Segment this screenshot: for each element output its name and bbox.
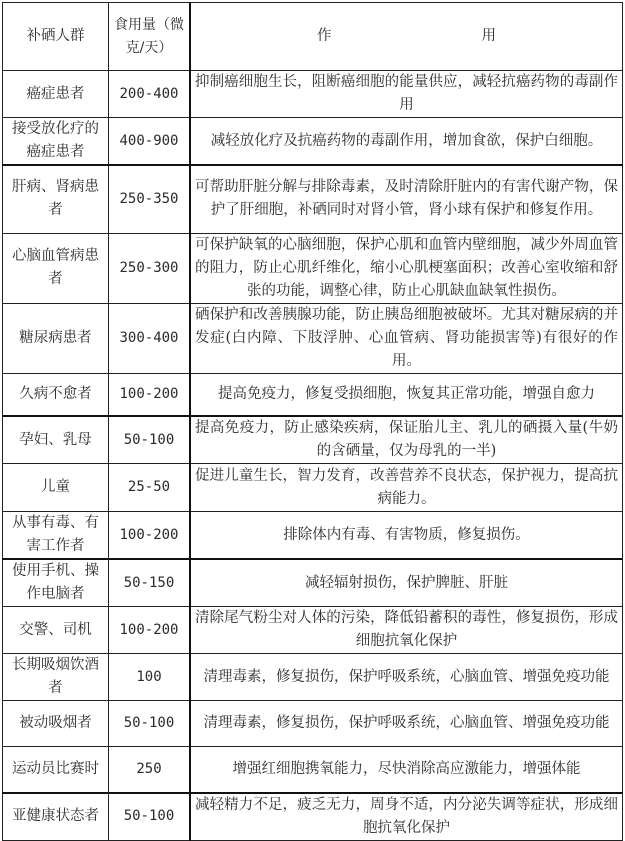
cell-group: 亚健康状态者 <box>3 793 109 841</box>
selenium-supplement-table <box>2 2 623 841</box>
cell-dosage: 250-350 <box>109 165 191 233</box>
cell-group: 运动员比赛时 <box>3 747 109 793</box>
table-row <box>3 559 623 607</box>
cell-effect: 可保护缺氧的心脑细胞，保护心肌和血管内壁细胞，减少外周血管的阻力，防止心肌纤维化，缩小心肌梗塞面积；改善心室收缩和舒张的功能，调整心律，防止心肌缺血缺氧性损伤。 <box>190 233 623 303</box>
table-row <box>3 303 623 373</box>
cell-dosage: 100-200 <box>109 373 191 416</box>
cell-effect: 减轻精力不足，疲乏无力，周身不适，内分泌失调等症状，形成细胞抗氧化保护 <box>190 793 623 841</box>
table-row <box>3 464 623 512</box>
cell-group: 接受放化疗的癌症患者 <box>3 118 109 166</box>
table-row <box>3 747 623 793</box>
cell-group: 久病不愈者 <box>3 373 109 416</box>
table-row <box>3 701 623 747</box>
header-group: 补硒人群 <box>3 3 109 71</box>
table-row <box>3 165 623 233</box>
cell-effect: 抑制癌细胞生长，阻断癌细胞的能量供应，减轻抗癌药物的毒副作用 <box>190 71 623 118</box>
cell-effect: 促进儿童生长，智力发育，改善营养不良状态，保护视力，提高抗病能力。 <box>190 464 623 512</box>
header-effect <box>190 3 623 71</box>
cell-dosage: 100-200 <box>109 607 191 654</box>
table-row <box>3 654 623 701</box>
cell-group: 孕妇、乳母 <box>3 416 109 464</box>
cell-dosage: 25-50 <box>109 464 191 512</box>
cell-effect: 清理毒素，修复损伤，保护呼吸系统，心脑血管、增强免疫功能 <box>190 654 623 701</box>
cell-dosage: 300-400 <box>109 303 191 373</box>
cell-effect: 清除尾气粉尘对人体的污染，降低铅蓄积的毒性，修复损伤，形成细胞抗氧化保护 <box>190 607 623 654</box>
cell-effect: 清理毒素，修复损伤，保护呼吸系统，心脑血管、增强免疫功能 <box>190 701 623 747</box>
cell-dosage: 50-100 <box>109 793 191 841</box>
table-row <box>3 607 623 654</box>
table-row <box>3 373 623 416</box>
table-row <box>3 512 623 560</box>
cell-effect: 可帮助肝脏分解与排除毒素，及时清除肝脏内的有害代谢产物，保护了肝细胞，补硒同时对肾小管，肾小球有保护和修复作用。 <box>190 165 623 233</box>
cell-effect: 提高免疫力，修复受损细胞，恢复其正常功能，增强自愈力 <box>190 373 623 416</box>
cell-group: 儿童 <box>3 464 109 512</box>
table-row <box>3 233 623 303</box>
cell-dosage: 400-900 <box>109 118 191 166</box>
cell-effect: 排除体内有毒、有害物质，修复损伤。 <box>190 512 623 560</box>
cell-group: 心脑血管病患者 <box>3 233 109 303</box>
cell-effect: 增强红细胞携氧能力，尽快消除高应激能力，增强体能 <box>190 747 623 793</box>
cell-dosage: 100-200 <box>109 512 191 560</box>
table-row <box>3 71 623 118</box>
table-row <box>3 118 623 166</box>
cell-group: 交警、司机 <box>3 607 109 654</box>
cell-dosage: 250 <box>109 747 191 793</box>
cell-group: 长期吸烟饮酒者 <box>3 654 109 701</box>
cell-dosage: 50-100 <box>109 701 191 747</box>
cell-dosage: 200-400 <box>109 71 191 118</box>
cell-dosage: 250-300 <box>109 233 191 303</box>
cell-group: 癌症患者 <box>3 71 109 118</box>
cell-effect: 提高免疫力，防止感染疾病，保证胎儿主、乳儿的硒摄入量(牛奶的含硒量，仅为母乳的一半) <box>190 416 623 464</box>
cell-effect: 减轻辐射损伤，保护脾脏、肝脏 <box>190 559 623 607</box>
cell-group: 糖尿病患者 <box>3 303 109 373</box>
header-effect-left: 作 <box>317 28 332 44</box>
cell-dosage: 100 <box>109 654 191 701</box>
header-dosage: 食用量（微克/天） <box>109 3 191 71</box>
header-effect-right: 用 <box>481 28 496 44</box>
cell-effect: 减轻放化疗及抗癌药物的毒副作用，增加食欲，保护白细胞。 <box>190 118 623 166</box>
cell-dosage: 50-100 <box>109 416 191 464</box>
cell-group: 从事有毒、有害工作者 <box>3 512 109 560</box>
table-row <box>3 416 623 464</box>
cell-dosage: 50-150 <box>109 559 191 607</box>
header-row <box>3 3 623 71</box>
cell-effect: 硒保护和改善胰腺功能，防止胰岛细胞被破坏。尤其对糖尿病的并发症(白内障、下肢浮肿、心血管病、肾功能损害等)有很好的作用。 <box>190 303 623 373</box>
cell-group: 使用手机、操作电脑者 <box>3 559 109 607</box>
cell-group: 被动吸烟者 <box>3 701 109 747</box>
cell-group: 肝病、肾病患者 <box>3 165 109 233</box>
